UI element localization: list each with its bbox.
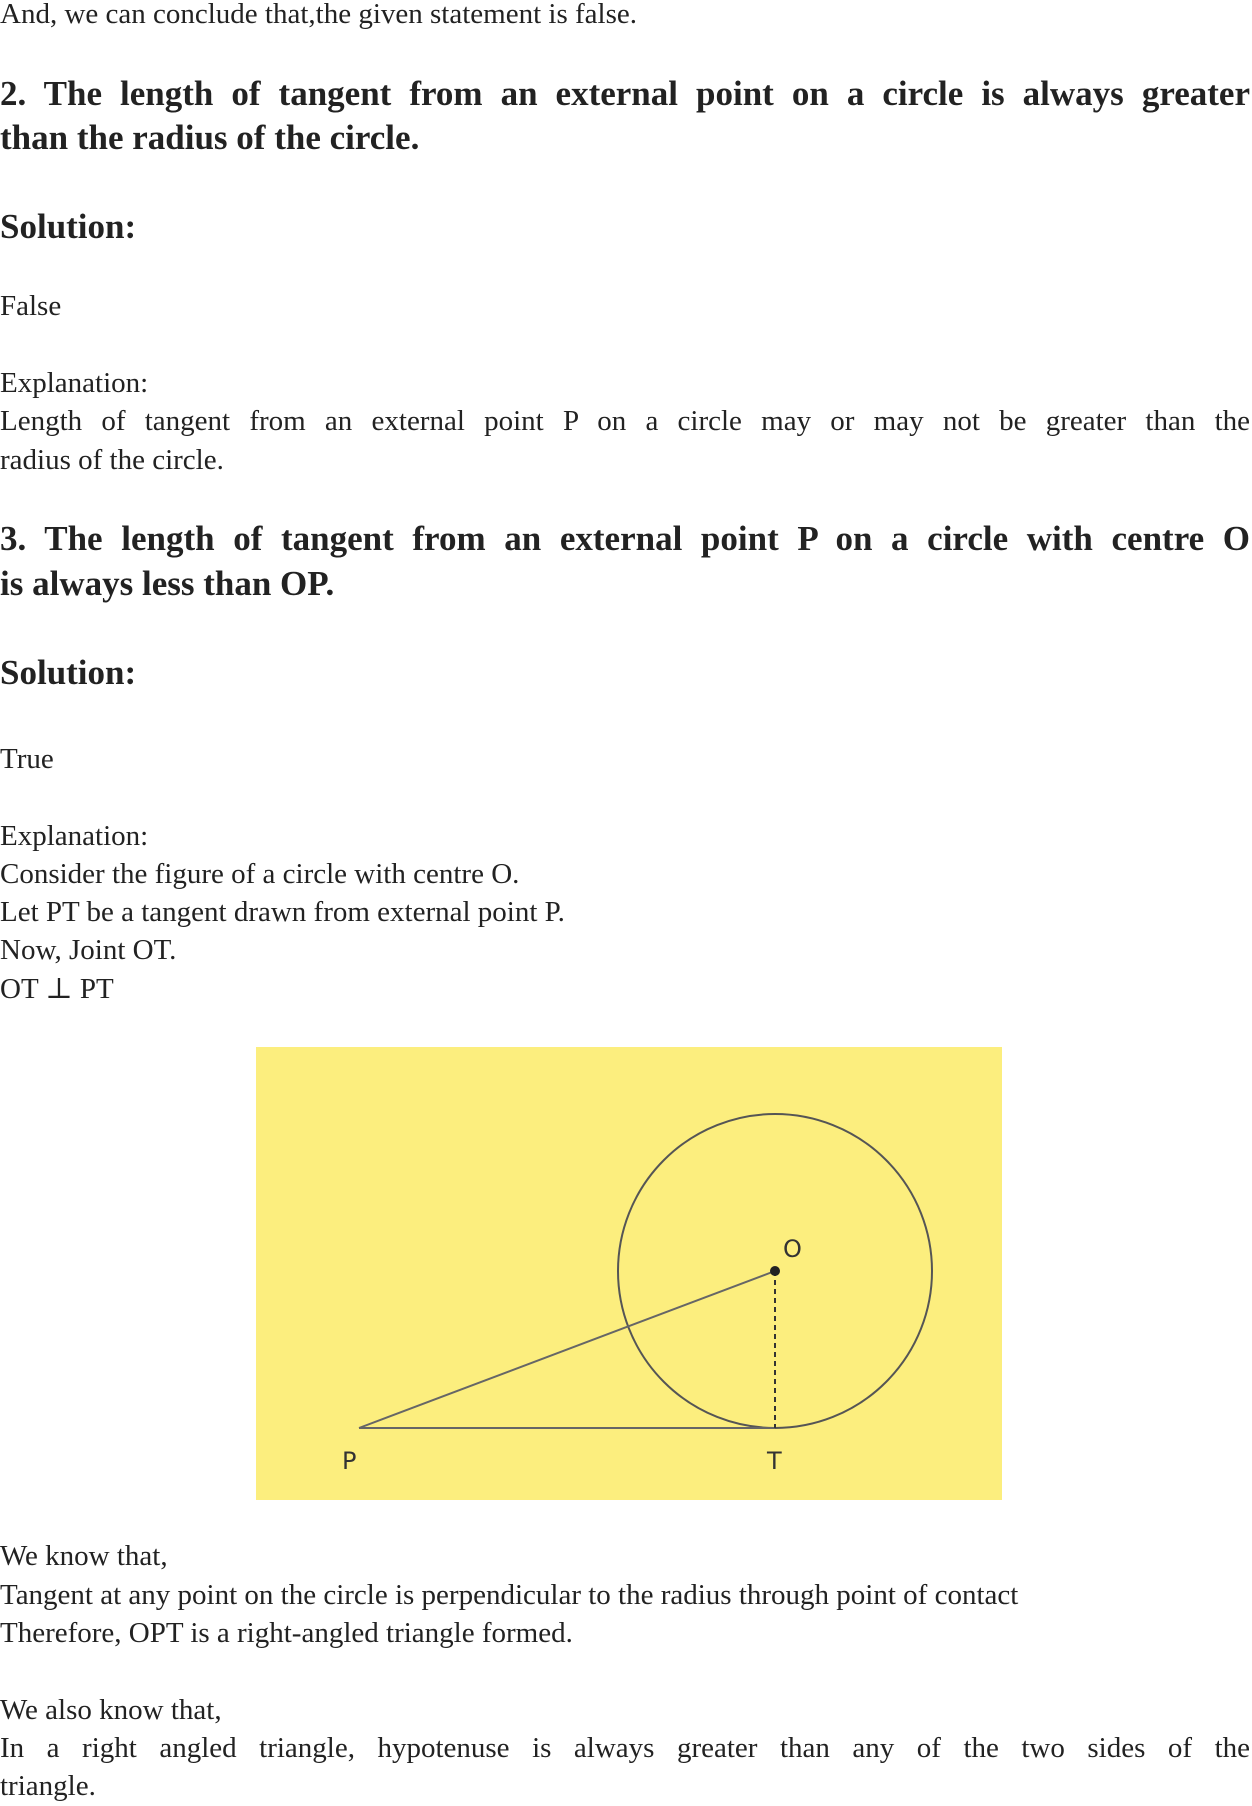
body-line: In a right angled triangle, hypotenuse is always greater than any of the two sides of the — [0, 1732, 1250, 1764]
explanation-line: OT ⊥ PT — [0, 973, 114, 1005]
question-2-title-line1: 2. The length of tangent from an external point on a circle is always greater — [0, 74, 1250, 113]
solution-heading: Solution: — [0, 653, 137, 692]
question-2-title-line2: than the radius of the circle. — [0, 118, 420, 157]
line-po — [359, 1271, 775, 1428]
explanation-line: Let PT be a tangent drawn from external point P. — [0, 896, 565, 928]
body-line: triangle. — [0, 1770, 96, 1802]
explanation-label: Explanation: — [0, 820, 149, 852]
label-t: T — [767, 1447, 782, 1475]
explanation-line: Length of tangent from an external point P on a circle may or may not be greater than the — [0, 405, 1250, 437]
explanation-line: Now, Joint OT. — [0, 934, 177, 966]
solution-heading: Solution: — [0, 207, 137, 246]
answer-text: True — [0, 743, 54, 775]
question-3-title-line2: is always less than OP. — [0, 564, 335, 603]
body-line: Therefore, OPT is a right-angled triangle formed. — [0, 1617, 573, 1649]
question-3-title-line1: 3. The length of tangent from an external point P on a circle with centre O — [0, 519, 1250, 558]
tangent-figure — [256, 1047, 1002, 1500]
explanation-label: Explanation: — [0, 367, 149, 399]
body-line: Tangent at any point on the circle is perpendicular to the radius through point of contact — [0, 1579, 1019, 1611]
answer-text: False — [0, 290, 62, 322]
label-o: O — [783, 1235, 802, 1263]
conclusion-text: And, we can conclude that,the given statement is false. — [0, 0, 637, 30]
explanation-line: Consider the figure of a circle with centre O. — [0, 858, 520, 890]
explanation-line: radius of the circle. — [0, 444, 224, 476]
centre-point — [770, 1266, 780, 1276]
label-p: P — [342, 1447, 357, 1475]
body-line: We know that, — [0, 1540, 168, 1572]
body-line: We also know that, — [0, 1694, 222, 1726]
